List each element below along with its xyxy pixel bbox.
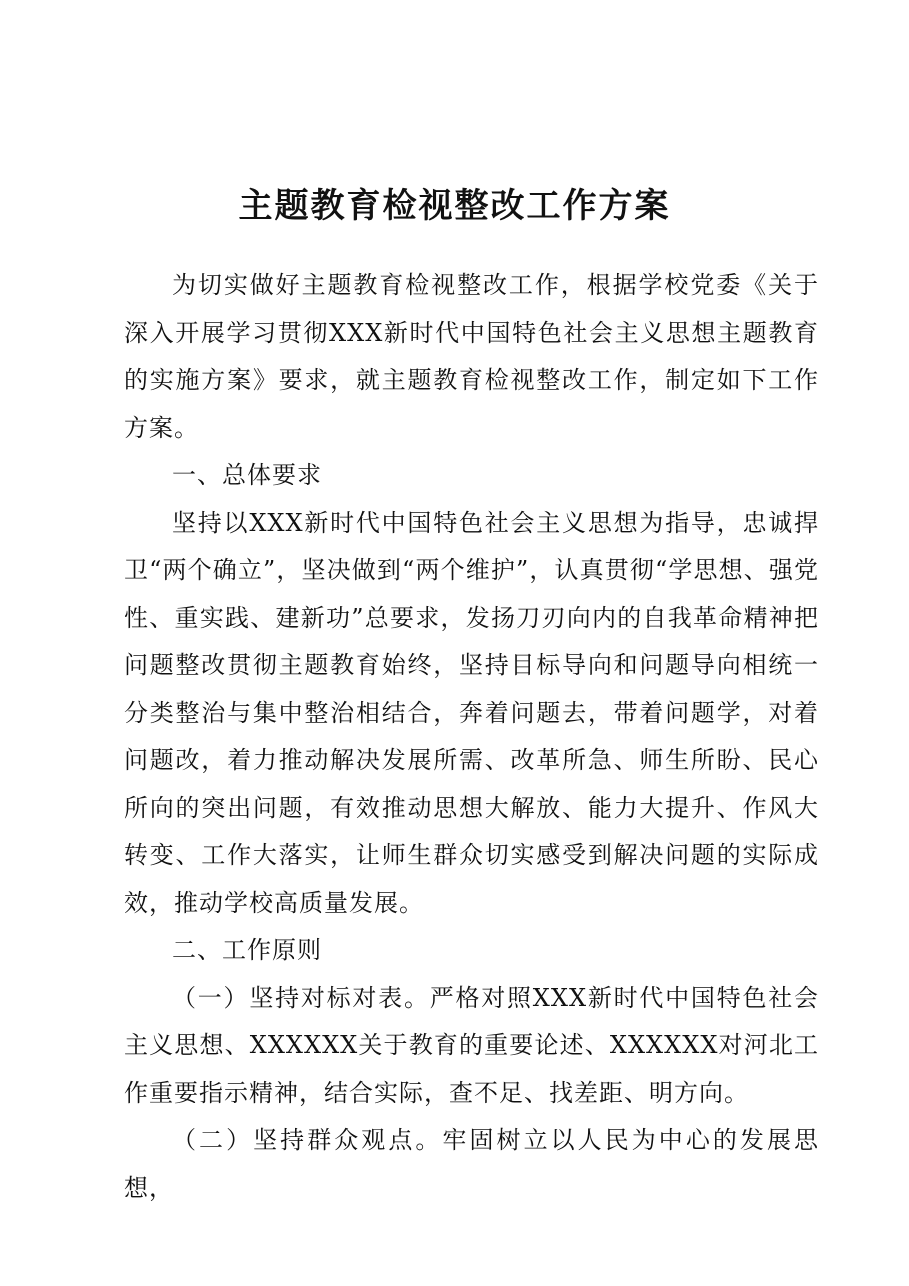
- heading-general-requirements: 一、总体要求: [172, 461, 322, 489]
- paragraph-principle-2: （二）坚持群众观点。牢固树立以人民为中心的发展思想，: [124, 1126, 819, 1202]
- paragraph-principle-1: （一）坚持对标对表。严格对照XXX新时代中国特色社会主义思想、XXXXXX关于教育的重要论述、XXXXXX对河北工作重要指示精神，结合实际，查不足、找差距、明方向。: [124, 983, 819, 1107]
- document-title: 主题教育检视整改工作方案: [238, 186, 671, 226]
- paragraph-intro: 为切实做好主题教育检视整改工作，根据学校党委《关于深入开展学习贯彻XXX新时代中国特色社会主义思想主题教育的实施方案》要求，就主题教育检视整改工作，制定如下工作方案。: [124, 271, 819, 442]
- heading-work-principles: 二、工作原则: [172, 936, 322, 964]
- document-body: [124, 262, 819, 1212]
- paragraph-general-requirements: 坚持以XXX新时代中国特色社会主义思想为指导，忠诚捍卫“两个确立”，坚决做到“两个维护”，认真贯彻“学思想、强党性、重实践、建新功”总要求，发扬刀刃向内的自我革命精神把问题整改贯彻主题教育始终，坚持目标导向和问题导向相统一分类整治与集中整治相结合，奔着问题去，带着问题学，对着问题改，着力推动解决发展所需、改革所急、师生所盼、民心所向的突出问题，有效推动思想大解放、能力大提升、作风大转变、工作大落实，让师生群众切实感受到解决问题的实际成效，推动学校高质量发展。: [124, 508, 819, 917]
